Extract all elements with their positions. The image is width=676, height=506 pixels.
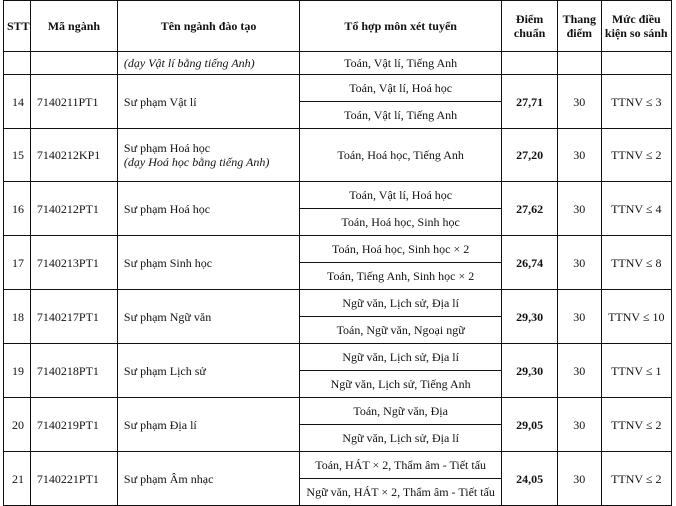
cell-stt: 15 bbox=[4, 129, 31, 182]
cell-scale: 30 bbox=[558, 236, 601, 290]
cell-scale: 30 bbox=[558, 398, 601, 452]
cell-cond: TTNV ≤ 4 bbox=[601, 182, 671, 236]
cell-combo: Ngữ văn, Lịch sử, Địa lí bbox=[300, 425, 502, 452]
cell-cond: TTNV ≤ 8 bbox=[601, 236, 671, 290]
cell-code: 7140212PT1 bbox=[30, 182, 117, 236]
cell-score: 29,30 bbox=[502, 344, 558, 398]
cell-combo: Ngữ văn, HÁT × 2, Thẩm âm - Tiết tấu bbox=[300, 479, 502, 506]
cell-combo: Toán, Ngữ văn, Ngoại ngữ bbox=[300, 317, 502, 344]
cell-stt: 20 bbox=[4, 398, 31, 452]
cell-combo: Toán, Vật lí, Tiếng Anh bbox=[300, 52, 502, 75]
cell-stt: 21 bbox=[4, 452, 31, 506]
cell-cond: TTNV ≤ 10 bbox=[601, 290, 671, 344]
major-name: Sư phạm Vật lí bbox=[123, 94, 197, 109]
cell-stt bbox=[4, 52, 31, 75]
header-scale: Thang điểm bbox=[558, 1, 601, 52]
cell-combo: Toán, Tiếng Anh, Sinh học × 2 bbox=[300, 263, 502, 290]
header-cond: Mức điều kiện so sánh bbox=[601, 1, 671, 52]
header-combo: Tổ hợp môn xét tuyển bbox=[300, 1, 502, 52]
cell-code: 7140218PT1 bbox=[30, 344, 117, 398]
cell-score: 27,20 bbox=[502, 129, 558, 182]
cell-score bbox=[502, 52, 558, 75]
cell-name bbox=[117, 129, 299, 182]
cell-name bbox=[117, 75, 299, 129]
cell-stt: 17 bbox=[4, 236, 31, 290]
major-name: Sư phạm Hoá học bbox=[123, 141, 211, 155]
table-row bbox=[4, 75, 672, 102]
cell-score: 29,05 bbox=[502, 398, 558, 452]
cell-stt: 14 bbox=[4, 75, 31, 129]
cell-scale: 30 bbox=[558, 344, 601, 398]
header-code: Mã ngành bbox=[30, 1, 117, 52]
cell-code: 7140217PT1 bbox=[30, 290, 117, 344]
cell-stt: 16 bbox=[4, 182, 31, 236]
table-row-partial bbox=[4, 52, 672, 75]
cell-score: 27,71 bbox=[502, 75, 558, 129]
cell-combo: Ngữ văn, Lịch sử, Địa lí bbox=[300, 344, 502, 371]
cell-cond: TTNV ≤ 2 bbox=[601, 129, 671, 182]
cell-code: 7140219PT1 bbox=[30, 398, 117, 452]
admission-score-table bbox=[3, 0, 672, 506]
major-name: Sư phạm Lịch sử bbox=[123, 363, 206, 378]
cell-cond: TTNV ≤ 1 bbox=[601, 344, 671, 398]
cell-scale: 30 bbox=[558, 452, 601, 506]
table-row bbox=[4, 182, 672, 209]
cell-score: 27,62 bbox=[502, 182, 558, 236]
cell-combo: Ngữ văn, Lịch sử, Tiếng Anh bbox=[300, 371, 502, 398]
cell-combo: Toán, HÁT × 2, Thẩm âm - Tiết tấu bbox=[300, 452, 502, 479]
cell-combo: Toán, Hoá học, Tiếng Anh bbox=[300, 129, 502, 182]
cell-name bbox=[117, 236, 299, 290]
cell-cond bbox=[601, 52, 671, 75]
name-note: (dạy Hoá học bằng tiếng Anh) bbox=[123, 155, 270, 169]
cell-score: 24,05 bbox=[502, 452, 558, 506]
cell-name bbox=[117, 398, 299, 452]
major-name: Sư phạm Địa lí bbox=[123, 417, 197, 432]
cell-combo: Toán, Vật lí, Hoá học bbox=[300, 182, 502, 209]
table-row bbox=[4, 129, 672, 182]
cell-name bbox=[117, 452, 299, 506]
header-name: Tên ngành đào tạo bbox=[117, 1, 299, 52]
major-name: Sư phạm Sinh học bbox=[123, 255, 213, 270]
table-row bbox=[4, 452, 672, 479]
table-row bbox=[4, 236, 672, 263]
table-row bbox=[4, 398, 672, 425]
cell-code: 7140211PT1 bbox=[30, 75, 117, 129]
cell-score: 26,74 bbox=[502, 236, 558, 290]
cell-combo: Ngữ văn, Lịch sử, Địa lí bbox=[300, 290, 502, 317]
cell-name bbox=[117, 290, 299, 344]
major-name: Sư phạm Âm nhạc bbox=[123, 471, 214, 486]
cell-name bbox=[117, 344, 299, 398]
cell-stt: 18 bbox=[4, 290, 31, 344]
cell-cond: TTNV ≤ 2 bbox=[601, 398, 671, 452]
cell-code: 7140221PT1 bbox=[30, 452, 117, 506]
major-name: Sư phạm Ngữ văn bbox=[123, 309, 212, 324]
cell-name bbox=[117, 182, 299, 236]
major-name: Sư phạm Hoá học bbox=[123, 201, 211, 216]
table-row bbox=[4, 344, 672, 371]
cell-scale: 30 bbox=[558, 290, 601, 344]
cell-scale: 30 bbox=[558, 129, 601, 182]
name-note: (dạy Vật lí bằng tiếng Anh) bbox=[123, 56, 255, 70]
cell-cond: TTNV ≤ 3 bbox=[601, 75, 671, 129]
header-stt: STT bbox=[4, 1, 31, 52]
cell-combo: Toán, Ngữ văn, Địa bbox=[300, 398, 502, 425]
table-header-row bbox=[4, 1, 672, 52]
cell-combo: Toán, Hoá học, Sinh học bbox=[300, 209, 502, 236]
table-row bbox=[4, 290, 672, 317]
cell-code: 7140213PT1 bbox=[30, 236, 117, 290]
cell-combo: Toán, Vật lí, Hoá học bbox=[300, 75, 502, 102]
cell-combo: Toán, Vật lí, Tiếng Anh bbox=[300, 102, 502, 129]
cell-score: 29,30 bbox=[502, 290, 558, 344]
cell-scale: 30 bbox=[558, 75, 601, 129]
cell-scale bbox=[558, 52, 601, 75]
cell-stt: 19 bbox=[4, 344, 31, 398]
cell-combo: Toán, Hoá học, Sinh học × 2 bbox=[300, 236, 502, 263]
cell-scale: 30 bbox=[558, 182, 601, 236]
header-score: Điểm chuẩn bbox=[502, 1, 558, 52]
cell-code: 7140212KP1 bbox=[30, 129, 117, 182]
cell-code bbox=[30, 52, 117, 75]
cell-cond: TTNV ≤ 2 bbox=[601, 452, 671, 506]
cell-name bbox=[117, 52, 299, 75]
